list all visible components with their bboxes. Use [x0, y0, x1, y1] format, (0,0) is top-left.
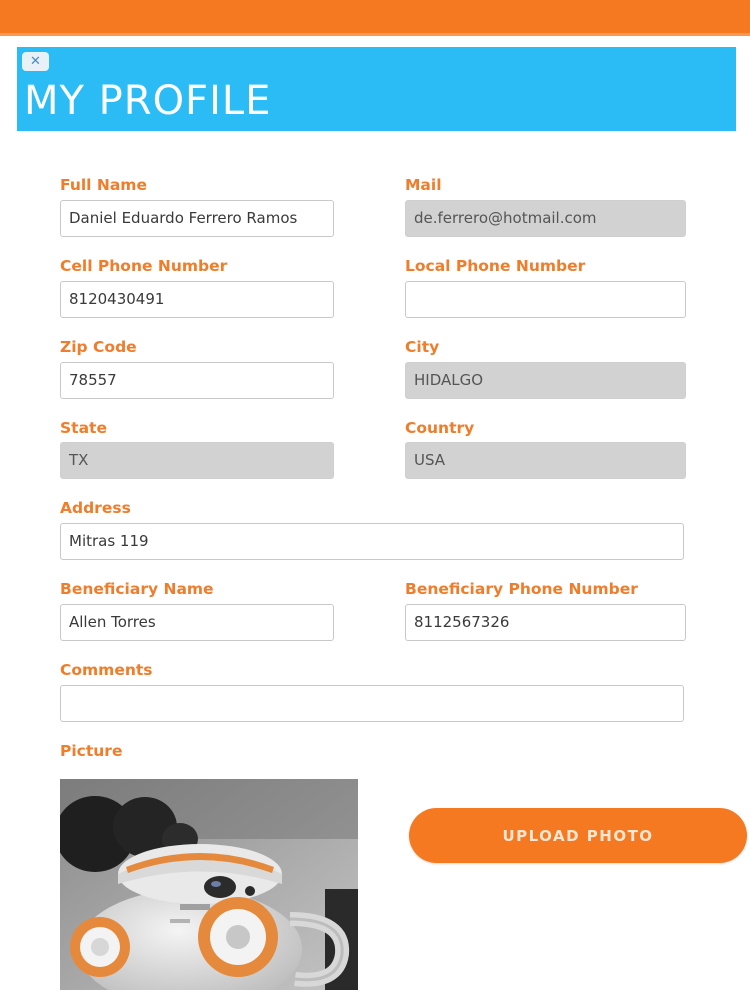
comments-field[interactable] — [60, 685, 684, 722]
close-button[interactable] — [22, 52, 49, 71]
close-icon: ✕ — [30, 54, 41, 69]
beneficiary-phone-field[interactable]: 8112567326 — [405, 604, 686, 641]
city-label: City — [405, 338, 440, 356]
page-title: MY PROFILE — [24, 78, 272, 124]
state-field[interactable]: TX — [60, 442, 334, 479]
address-field[interactable]: Mitras 119 — [60, 523, 684, 560]
beneficiary-name-field[interactable]: Allen Torres — [60, 604, 334, 641]
picture-label: Picture — [60, 742, 123, 760]
address-label: Address — [60, 499, 131, 517]
local-phone-label: Local Phone Number — [405, 257, 586, 275]
cell-phone-field[interactable]: 8120430491 — [60, 281, 334, 318]
full-name-field[interactable]: Daniel Eduardo Ferrero Ramos — [60, 200, 334, 237]
beneficiary-phone-label: Beneficiary Phone Number — [405, 580, 638, 598]
profile-header — [17, 47, 736, 131]
cell-phone-label: Cell Phone Number — [60, 257, 228, 275]
mail-field[interactable]: de.ferrero@hotmail.com — [405, 200, 686, 237]
country-label: Country — [405, 419, 475, 437]
profile-photo — [60, 779, 358, 990]
full-name-label: Full Name — [60, 176, 147, 194]
upload-photo-button[interactable]: UPLOAD PHOTO — [409, 808, 747, 863]
comments-label: Comments — [60, 661, 153, 679]
zip-code-label: Zip Code — [60, 338, 137, 356]
beneficiary-name-label: Beneficiary Name — [60, 580, 214, 598]
zip-code-field[interactable]: 78557 — [60, 362, 334, 399]
mail-label: Mail — [405, 176, 442, 194]
city-field[interactable]: HIDALGO — [405, 362, 686, 399]
country-field[interactable]: USA — [405, 442, 686, 479]
state-label: State — [60, 419, 107, 437]
top-bar — [0, 0, 750, 36]
local-phone-field[interactable] — [405, 281, 686, 318]
